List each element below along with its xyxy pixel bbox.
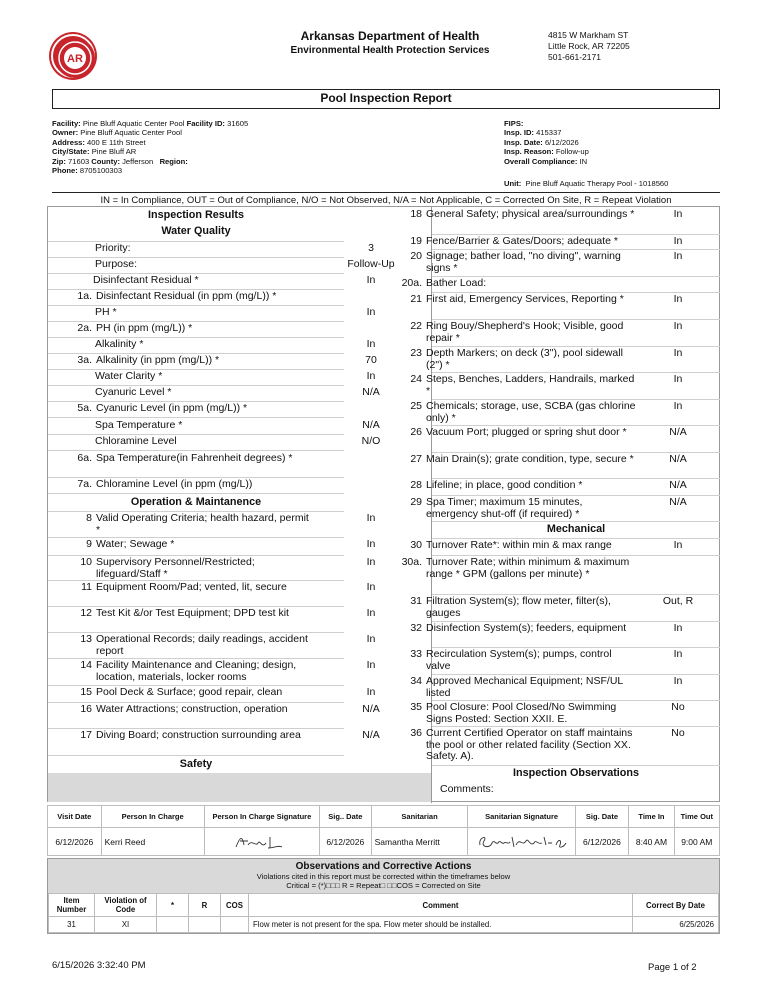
col-sig-date-2: Sig. Date [575, 806, 629, 828]
row-number: 23 [410, 347, 422, 359]
row-item: Turnover Rate; within minimum & maximum range * GPM (gallons per minute) * [426, 556, 630, 580]
row-item: Ring Bouy/Shepherd's Hook; Visible, good repair * [426, 320, 624, 344]
row-status: In [366, 607, 376, 619]
row-status: In [673, 539, 683, 551]
row-item: Spa Timer; maximum 15 minutes, emergency shut-off (if required) * [426, 496, 583, 520]
row-status: 3 [368, 242, 374, 254]
row-number: 2a. [77, 322, 92, 334]
row-divider [48, 537, 344, 538]
col-person-in-charge: Person In Charge [101, 806, 204, 828]
observations-key: Critical = (*)□□□ R = Repeat□ □□COS = Corrected on Site [286, 881, 481, 890]
org-address: 4815 W Markham ST Little Rock, AR 72205 501-661-2171 [548, 30, 630, 62]
violation-code: XI [95, 917, 157, 933]
row-divider [48, 273, 344, 274]
row-status: In [673, 675, 683, 687]
handwritten-signature-icon [232, 833, 292, 851]
row-divider [432, 425, 720, 426]
row-divider [48, 353, 344, 354]
row-item: Disinfectant Residual (in ppm (mg/L)) * [96, 290, 277, 302]
row-number: 9 [86, 538, 92, 550]
row-status: In [366, 581, 376, 593]
row-item: Fence/Barrier & Gates/Doors; adequate * [426, 235, 619, 247]
visit-header-row [48, 806, 720, 828]
row-item: First aid, Emergency Services, Reporting * [426, 293, 624, 305]
row-status: In [673, 622, 683, 634]
col-visit-date: Visit Date [48, 806, 102, 828]
pic-sig-date: 6/12/2026 [320, 828, 372, 856]
row-status: In [673, 208, 683, 220]
col-sanitarian-signature: Sanitarian Signature [468, 806, 575, 828]
row-item: Test Kit &/or Test Equipment; DPD test kit [96, 607, 289, 619]
row-divider [48, 257, 344, 258]
row-number: 36 [410, 727, 422, 739]
violation-correct-by: 6/25/2026 [633, 917, 719, 933]
row-number: 34 [410, 675, 422, 687]
ar-health-logo [51, 34, 95, 78]
row-item: Signage; bather load, "no diving", warning signs * [426, 250, 621, 274]
row-divider [48, 241, 344, 242]
row-divider [48, 493, 344, 494]
row-status: N/A [669, 496, 687, 508]
row-item: Purpose: [95, 258, 138, 270]
violations-header-row [49, 894, 719, 917]
row-divider [432, 700, 720, 701]
row-item: Cyanuric Level (in ppm (mg/L)) * [96, 402, 248, 414]
row-number: 1a. [77, 290, 92, 302]
violations-table [48, 893, 719, 933]
row-divider [48, 477, 344, 478]
print-timestamp: 6/15/2026 3:32:40 PM [52, 960, 146, 971]
col-sig-date: Sig.. Date [320, 806, 372, 828]
sanitarian-sig-date: 6/12/2026 [575, 828, 629, 856]
row-divider [48, 580, 344, 581]
row-divider [48, 632, 344, 633]
row-divider [48, 401, 344, 402]
row-item: Pool Closure: Pool Closed/No Swimming Signs Posted: Section XXII. E. [426, 701, 617, 725]
row-number: 30a. [401, 556, 422, 568]
row-item: Depth Markers; on deck (3"), pool sidewall (2") * [426, 347, 623, 371]
row-divider [432, 399, 720, 400]
row-divider [432, 249, 720, 250]
row-number: 30 [410, 539, 422, 551]
row-item: Cyanuric Level * [95, 386, 172, 398]
comments-label: Comments: [440, 783, 494, 795]
row-divider [48, 658, 344, 659]
row-item: Spa Temperature(in Fahrenheit degrees) * [96, 452, 293, 464]
row-item: Operational Records; daily readings, accident report [96, 633, 308, 657]
row-item: General Safety; physical area/surroundings * [426, 208, 635, 220]
row-divider [432, 478, 720, 479]
row-item: Pool Deck & Surface; good repair, clean [96, 686, 283, 698]
row-status: 70 [365, 354, 377, 366]
col-item-number: Item Number [49, 894, 95, 917]
col-critical: * [157, 894, 189, 917]
row-number: 11 [81, 581, 92, 593]
row-divider [48, 417, 344, 418]
violation-repeat [189, 917, 221, 933]
row-status: In [366, 556, 376, 568]
row-status: In [366, 633, 376, 645]
handwritten-signature-icon [476, 833, 568, 851]
visit-data-row [48, 828, 720, 856]
violation-critical [157, 917, 189, 933]
row-number: 32 [410, 622, 422, 634]
row-number: 18 [410, 208, 422, 220]
row-divider [48, 434, 344, 435]
row-status: N/A [669, 453, 687, 465]
col-sanitarian: Sanitarian [371, 806, 468, 828]
col-comment: Comment [249, 894, 633, 917]
col-time-in: Time In [629, 806, 674, 828]
row-number: 27 [410, 453, 422, 465]
row-divider [432, 292, 720, 293]
row-number: 12 [80, 607, 92, 619]
row-status: In [673, 400, 683, 412]
pic-signature [204, 828, 319, 856]
row-status: In [366, 686, 376, 698]
row-status: In [366, 370, 376, 382]
col-violation-code: Violation of Code [95, 894, 157, 917]
svg-text:AR: AR [67, 53, 83, 65]
row-number: 13 [80, 633, 92, 645]
mechanical-heading: Mechanical [546, 523, 606, 535]
sanitarian-name: Samantha Merritt [371, 828, 468, 856]
row-divider [432, 372, 720, 373]
row-number: 16 [80, 703, 92, 715]
row-item: Bather Load: [426, 277, 487, 289]
operation-maintenance-heading: Operation & Maintanence [130, 496, 262, 508]
row-number: 25 [410, 400, 422, 412]
row-status: N/A [362, 386, 380, 398]
row-status: N/O [361, 435, 381, 447]
row-number: 14 [80, 659, 92, 671]
row-status: Follow-Up [347, 258, 395, 270]
row-number: 19 [410, 235, 422, 247]
sanitarian-signature [468, 828, 575, 856]
violation-comment: Flow meter is not present for the spa. Flow meter should be installed. [249, 917, 633, 933]
row-item: Water Attractions; construction, operation [96, 703, 288, 715]
row-status: Out, R [662, 595, 694, 607]
row-item: Chloramine Level (in ppm (mg/L)) [96, 478, 253, 490]
unit-info: Unit: Pine Bluff Aquatic Therapy Pool - 1018560 [504, 179, 669, 188]
row-number: 26 [410, 426, 422, 438]
col-pic-signature: Person In Charge Signature [204, 806, 319, 828]
row-number: 22 [410, 320, 422, 332]
violation-item: 31 [49, 917, 95, 933]
row-divider [48, 511, 344, 512]
row-status: In [673, 250, 683, 262]
row-item: PH (in ppm (mg/L)) * [96, 322, 193, 334]
col-repeat: R [189, 894, 221, 917]
inspection-results-heading: Inspection Results [148, 209, 244, 221]
row-status: N/A [669, 479, 687, 491]
row-divider [432, 538, 720, 539]
row-item: Approved Mechanical Equipment; NSF/UL listed [426, 675, 623, 699]
row-item: Water; Sewage * [96, 538, 175, 550]
logo-emblem-icon [53, 36, 97, 80]
row-divider [48, 606, 344, 607]
row-divider [48, 555, 344, 556]
row-number: 20 [410, 250, 422, 262]
row-number: 21 [410, 293, 422, 305]
visit-signature-table [47, 805, 720, 856]
row-divider [48, 685, 344, 686]
row-divider [432, 495, 720, 496]
row-item: Water Clarity * [95, 370, 163, 382]
col-correct-by: Correct By Date [633, 894, 719, 917]
row-divider [48, 728, 344, 729]
row-item: Recirculation System(s); pumps, control valve [426, 648, 612, 672]
row-number: 6a. [77, 452, 92, 464]
observations-title: Observations and Corrective Actions [295, 861, 472, 872]
row-item: Alkalinity (in ppm (mg/L)) * [96, 354, 220, 366]
facility-info: Facility: Pine Bluff Aquatic Center Pool Facility ID: 31605 Owner: Pine Bluff Aquatic Center Pool Address: 400 E 11th Street City/State: Pine Bluff AR Zip: 71603 County: Jefferson Region: Phone: 8705100303 [52, 119, 249, 176]
time-in: 8:40 AM [629, 828, 674, 856]
row-divider [432, 674, 720, 675]
row-status: In [366, 538, 376, 550]
row-number: 24 [410, 373, 422, 385]
row-divider [432, 647, 720, 648]
row-divider [48, 702, 344, 703]
row-status: No [671, 701, 685, 713]
row-status: N/A [362, 703, 380, 715]
visit-date: 6/12/2026 [48, 828, 102, 856]
row-status: In [366, 306, 376, 318]
row-item: Disinfectant Residual * [93, 274, 199, 286]
row-status: In [673, 373, 683, 385]
row-divider [48, 369, 344, 370]
row-item: Steps, Benches, Ladders, Handrails, marked * [426, 373, 635, 397]
row-divider [432, 555, 720, 556]
row-item: Priority: [95, 242, 131, 254]
row-number: 15 [80, 686, 92, 698]
row-number: 3a. [77, 354, 92, 366]
row-status: In [673, 347, 683, 359]
observations-subtitle: Violations cited in this report must be corrected within the timeframes below [256, 872, 511, 881]
row-item: Supervisory Personnel/Restricted; lifeguard/Staff * [96, 556, 255, 580]
observations-section [47, 858, 720, 934]
row-divider [432, 594, 720, 595]
row-item: Disinfection System(s); feeders, equipment [426, 622, 627, 634]
row-divider [432, 346, 720, 347]
row-divider [48, 450, 344, 451]
row-divider [48, 337, 344, 338]
row-divider [432, 726, 720, 727]
row-number: 7a. [77, 478, 92, 490]
row-item: PH * [95, 306, 117, 318]
report-title: Pool Inspection Report [52, 89, 720, 109]
row-number: 31 [410, 595, 422, 607]
row-item: Turnover Rate*: within min & max range [426, 539, 612, 551]
row-item: Chloramine Level [95, 435, 177, 447]
row-item: Equipment Room/Pad; vented, lit, secure [96, 581, 287, 593]
inspection-info: FIPS: Insp. ID: 415337 Insp. Date: 6/12/2026 Insp. Reason: Follow-up Overall Compliance: IN [504, 119, 589, 166]
row-number: 33 [410, 648, 422, 660]
row-divider [48, 305, 344, 306]
row-status: N/A [362, 729, 380, 741]
violation-row [49, 917, 719, 933]
row-number: 10 [80, 556, 92, 568]
row-item: Alkalinity * [95, 338, 144, 350]
row-divider [432, 765, 720, 766]
row-status: N/A [362, 419, 380, 431]
violation-cos [221, 917, 249, 933]
col-time-out: Time Out [674, 806, 719, 828]
row-item: Lifeline; in place, good condition * [426, 479, 583, 491]
row-divider [48, 385, 344, 386]
page-number: Page 1 of 2 [648, 962, 697, 973]
row-number: 29 [410, 496, 422, 508]
row-divider [432, 521, 720, 522]
row-status: In [366, 338, 376, 350]
row-divider [48, 755, 344, 756]
observations-header [48, 859, 719, 893]
row-item: Spa Temperature * [95, 419, 183, 431]
col-cos: COS [221, 894, 249, 917]
row-status: In [366, 274, 376, 286]
water-quality-heading: Water Quality [161, 225, 231, 237]
row-item: Current Certified Operator on staff maintains the pool or other related facility (Section XX. Safety. A). [426, 727, 633, 762]
safety-blank-area [48, 773, 431, 802]
row-status: N/A [669, 426, 687, 438]
row-status: In [673, 293, 683, 305]
row-number: 17 [80, 729, 92, 741]
row-item: Filtration System(s); flow meter, filter(s), gauges [426, 595, 611, 619]
row-number: 20a. [401, 277, 422, 289]
person-in-charge: Kerri Reed [101, 828, 204, 856]
row-number: 35 [410, 701, 422, 713]
row-status: In [673, 235, 683, 247]
row-divider [432, 276, 720, 277]
header-titles [250, 29, 530, 56]
row-divider [48, 289, 344, 290]
org-name: Arkansas Department of Health [300, 29, 480, 43]
time-out: 9:00 AM [674, 828, 719, 856]
row-number: 5a. [77, 402, 92, 414]
row-status: In [673, 648, 683, 660]
row-divider [432, 621, 720, 622]
row-divider [432, 452, 720, 453]
row-number: 8 [86, 512, 92, 524]
inspection-observations-heading: Inspection Observations [513, 767, 639, 779]
row-status: No [671, 727, 685, 739]
row-number: 28 [410, 479, 422, 491]
inspection-results-table [47, 206, 720, 802]
row-divider [48, 321, 344, 322]
row-status: In [673, 320, 683, 332]
dept-name: Environmental Health Protection Services [290, 45, 490, 56]
row-item: Main Drain(s); grate condition, type, secure * [426, 453, 634, 465]
row-item: Facility Maintenance and Cleaning; design, location, materials, locker rooms [96, 659, 297, 683]
row-divider [432, 319, 720, 320]
row-item: Vacuum Port; plugged or spring shut door * [426, 426, 627, 438]
row-item: Diving Board; construction surrounding area [96, 729, 301, 741]
row-status: In [366, 512, 376, 524]
row-item: Valid Operating Criteria; health hazard, permit * [96, 512, 309, 536]
row-item: Chemicals; storage, use, SCBA (gas chlorine only) * [426, 400, 636, 424]
safety-heading: Safety [179, 758, 213, 770]
row-status: In [366, 659, 376, 671]
row-divider [432, 234, 720, 235]
compliance-legend: IN = In Compliance, OUT = Out of Compliance, N/O = Not Observed, N/A = Not Applicable, C = Corrected On Site, R = Repeat Violation [52, 192, 720, 206]
